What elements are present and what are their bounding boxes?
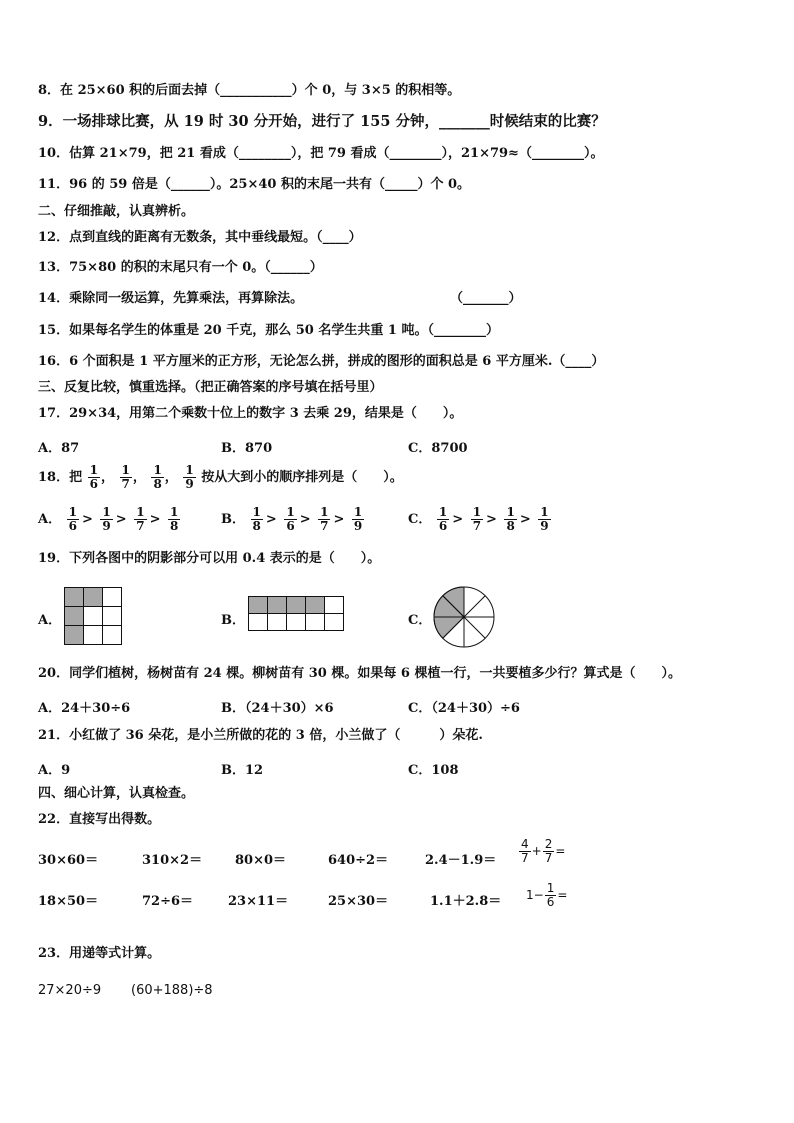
q18-sep: ，: [132, 470, 146, 485]
section-3-heading: 三、反复比较，慎重选择。（把正确答案的序号填在括号里）: [38, 380, 383, 395]
q18-option-b: B． $\frac{1}{8}$ > $\frac{1}{6}$ > $\frac{1}{7}$ > $\frac{1}{9}$: [221, 505, 363, 533]
expression-2: (60+188)÷8: [131, 983, 213, 998]
figure-c-circle: [433, 586, 495, 648]
question-10: 10．估算 21×79，把 21 看成（________），把 79 看成（________），21×79≈（________）。: [38, 146, 604, 161]
question-14: 14．乘除同一级运算，先算乘法，再算除法。: [38, 291, 304, 306]
question-19: 19．下列各图中的阴影部分可以用 0.4 表示的是（ ）。: [38, 551, 381, 566]
q17-option-b: B．870: [221, 441, 273, 456]
q18-option-a: A． $\frac{1}{6}$ > $\frac{1}{9}$ > $\frac{1}{7}$ > $\frac{1}{8}$: [38, 505, 179, 533]
calc-item: 72÷6＝: [142, 894, 194, 909]
calc-item: 310×2＝: [142, 853, 203, 868]
question-18: [38, 464, 403, 491]
q21-option-c: C．108: [408, 763, 459, 778]
q18-sep: ，: [164, 470, 178, 485]
question-13: 13．75×80 的积的末尾只有一个 0。（______）: [38, 260, 323, 275]
question-9: 9．一场排球比赛，从 19 时 30 分开始，进行了 155 分钟，_______时候结束的比赛？: [38, 113, 606, 130]
calc-item: 2.4－1.9＝: [425, 853, 497, 868]
q19-option-c: C．: [408, 613, 432, 628]
question-17: 17．29×34，用第二个乘数十位上的数字 3 去乘 29，结果是（ ）。: [38, 406, 463, 421]
calc-item: 18×50＝: [38, 894, 99, 909]
q18-suffix: 按从大到小的顺序排列是（ ）。: [201, 470, 403, 485]
calc-fraction-sum: $\frac{4}{7}$ + $\frac{2}{7}$ =: [521, 837, 566, 865]
calc-item: 30×60＝: [38, 853, 99, 868]
q18-sep: ，: [100, 470, 114, 485]
calc-item: 640÷2＝: [328, 853, 389, 868]
section-2-heading: 二、仔细推敲，认真辨析。: [38, 204, 195, 219]
q18-option-c: C． $\frac{1}{6}$ > $\frac{1}{7}$ > $\frac{1}{8}$ > $\frac{1}{9}$: [408, 505, 549, 533]
q19-option-a: A．: [38, 613, 62, 628]
calc-item: 80×0＝: [235, 853, 287, 868]
question-16: 16．6 个面积是 1 平方厘米的正方形，无论怎么拼，拼成的图形的面积总是 6 平方厘米.（____）: [38, 354, 605, 369]
question-22: 22．直接写出得数。: [38, 812, 161, 827]
q20-option-a: A．24＋30÷6: [38, 701, 131, 716]
fraction-1-8: $\frac{1}{8}$: [153, 463, 162, 491]
q20-option-c: C．（24＋30）÷6: [408, 701, 520, 716]
question-23: 23．用递等式计算。: [38, 946, 161, 961]
calc-item: 23×11＝: [228, 894, 289, 909]
fraction-1-7: $\frac{1}{7}$: [121, 463, 130, 491]
section-4-heading: 四、细心计算，认真检查。: [38, 786, 195, 801]
question-14-blank: （_______）: [450, 291, 522, 306]
q19-option-b: B．: [221, 613, 245, 628]
figure-a-grid: [64, 587, 122, 645]
question-8: 8．在 25×60 积的后面去掉（___________）个 0，与 3×5 的积相等。: [38, 83, 461, 98]
figure-b-grid: [248, 596, 344, 631]
q21-option-b: B．12: [221, 763, 264, 778]
expression-1: 27×20÷9: [38, 983, 102, 998]
question-21: 21．小红做了 36 朵花，是小兰所做的花的 3 倍，小兰做了（ ）朵花.: [38, 728, 483, 743]
calc-fraction-diff: 1− $\frac{1}{6}$ =: [526, 881, 568, 909]
calc-item: 25×30＝: [328, 894, 389, 909]
fraction-1-6: $\frac{1}{6}$: [89, 463, 98, 491]
q21-option-a: A．9: [38, 763, 71, 778]
question-15: 15．如果每名学生的体重是 20 千克，那么 50 名学生共重 1 吨。（________）: [38, 323, 499, 338]
question-12: 12．点到直线的距离有无数条，其中垂线最短。（____）: [38, 230, 362, 245]
q20-option-b: B．（24＋30）×6: [221, 701, 334, 716]
q17-option-a: A．87: [38, 441, 80, 456]
q18-prefix: 18．把: [38, 470, 83, 485]
fraction-1-9: $\frac{1}{9}$: [185, 463, 194, 491]
question-20: 20．同学们植树，杨树苗有 24 棵。柳树苗有 30 棵。如果每 6 棵植一行，一共要植多少行？算式是（ ）。: [38, 666, 681, 681]
q17-option-c: C．8700: [408, 441, 468, 456]
question-11: 11．96 的 59 倍是（______）。25×40 积的末尾一共有（_____）个 0。: [38, 177, 471, 192]
calc-item: 1.1＋2.8＝: [430, 894, 502, 909]
